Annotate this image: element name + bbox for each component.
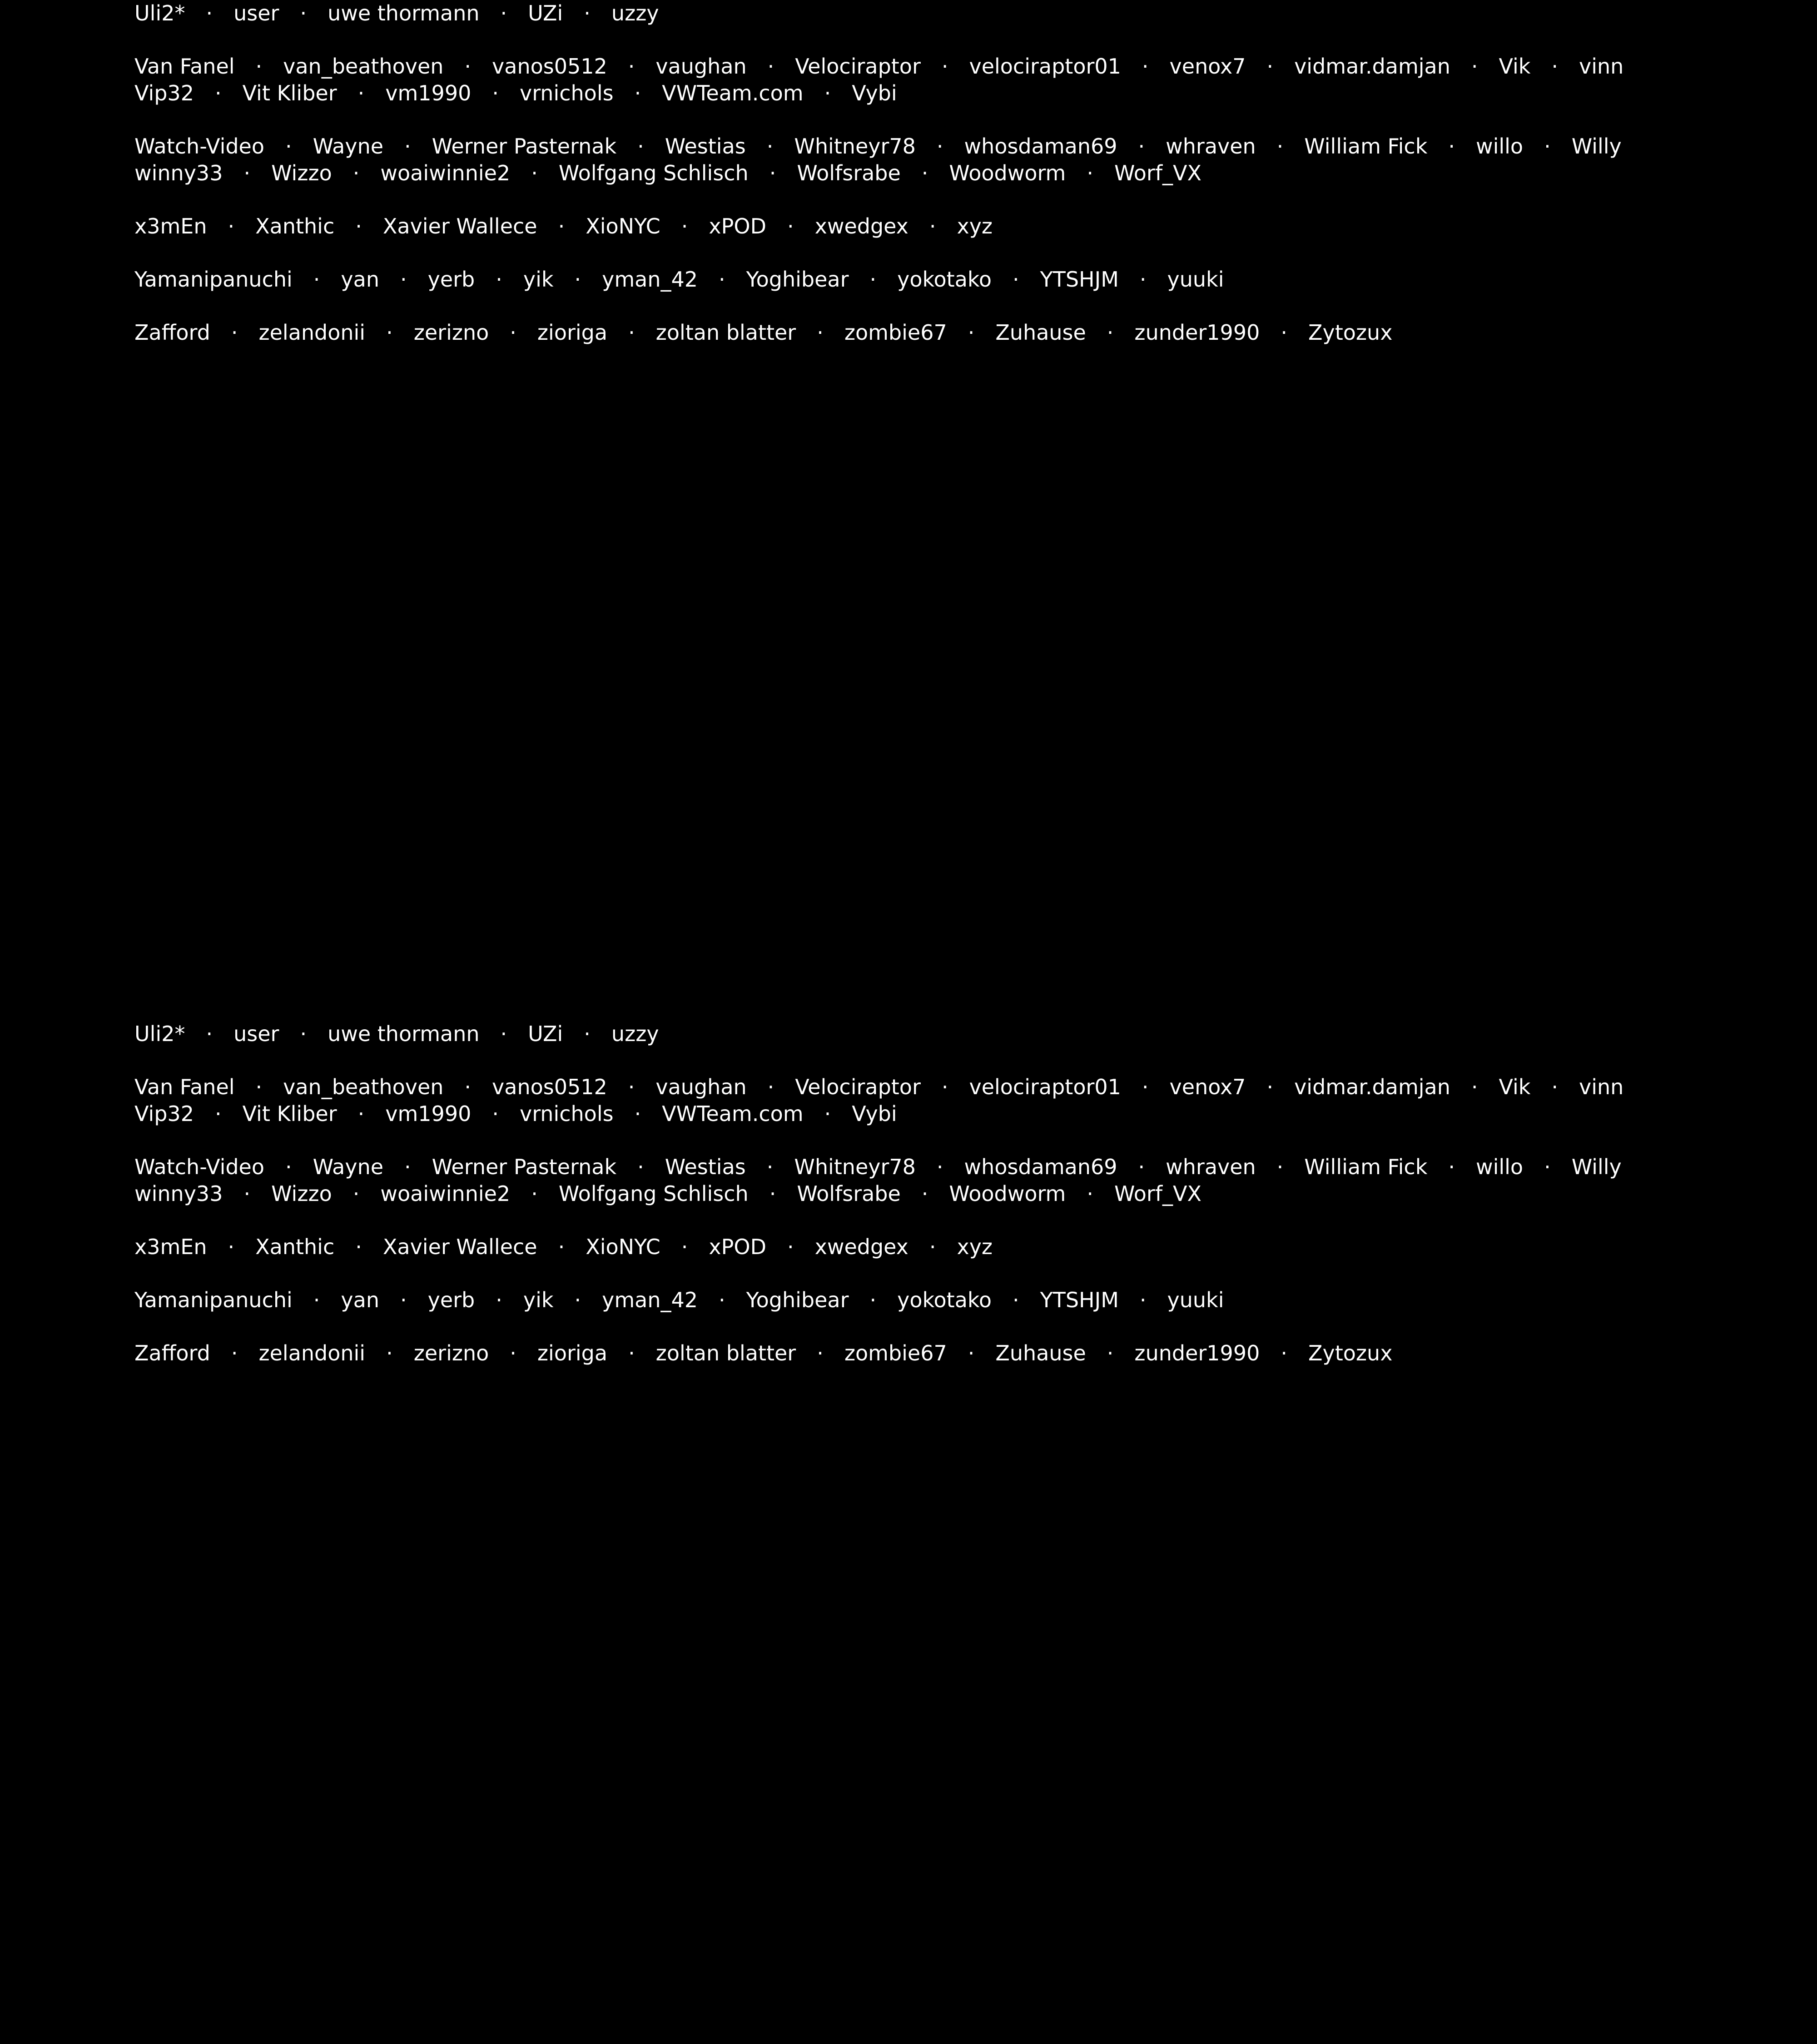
credits-line: Zafford · zelandonii · zerizno · zioriga · zoltan blatter · zombie67 · Zuhause · zunder1990 · Zytozux <box>134 1341 1393 1365</box>
credits-line: x3mEn · Xanthic · Xavier Wallece · XioNYC · xPOD · xwedgex · xyz <box>134 214 993 238</box>
credits-paragraph-x <box>134 213 1724 240</box>
credits-line: Vip32 · Vit Kliber · vm1990 · vrnichols · VWTeam.com · Vybi <box>134 81 897 105</box>
credits-line: Yamanipanuchi · yan · yerb · yik · yman_42 · Yoghibear · yokotako · YTSHJM · yuuki <box>134 267 1224 292</box>
credits-paragraph-z <box>134 319 1724 346</box>
credits-line: Uli2* · user · uwe thormann · UZi · uzzy <box>134 1 659 25</box>
credits-paragraph-z <box>134 1340 1724 1367</box>
credits-line: Watch-Video · Wayne · Werner Pasternak · Westias · Whitneyr78 · whosdaman69 · whraven · William Fick · willo · Willy <box>134 1155 1622 1179</box>
credits-paragraph-v <box>134 1074 1724 1127</box>
credits-paragraph-w <box>134 133 1724 187</box>
credits-paragraph-u <box>134 1021 1724 1047</box>
credits-block-top <box>134 0 1724 372</box>
credits-paragraph-u <box>134 0 1724 27</box>
credits-line: Uli2* · user · uwe thormann · UZi · uzzy <box>134 1022 659 1046</box>
credits-paragraph-y <box>134 1287 1724 1314</box>
credits-line: Yamanipanuchi · yan · yerb · yik · yman_42 · Yoghibear · yokotako · YTSHJM · yuuki <box>134 1288 1224 1312</box>
credits-line: Vip32 · Vit Kliber · vm1990 · vrnichols · VWTeam.com · Vybi <box>134 1101 897 1126</box>
credits-paragraph-v <box>134 53 1724 107</box>
credits-paragraph-x <box>134 1234 1724 1260</box>
credits-line: x3mEn · Xanthic · Xavier Wallece · XioNYC · xPOD · xwedgex · xyz <box>134 1235 993 1259</box>
credits-line: Zafford · zelandonii · zerizno · zioriga · zoltan blatter · zombie67 · Zuhause · zunder1990 · Zytozux <box>134 320 1393 345</box>
credits-line: Van Fanel · van_beathoven · vanos0512 · vaughan · Velociraptor · velociraptor01 · venox7 · vidmar.damjan · Vik · vinn <box>134 1075 1624 1099</box>
credits-line: Van Fanel · van_beathoven · vanos0512 · vaughan · Velociraptor · velociraptor01 · venox7 · vidmar.damjan · Vik · vinn <box>134 54 1624 79</box>
credits-paragraph-w <box>134 1154 1724 1207</box>
credits-line: Watch-Video · Wayne · Werner Pasternak · Westias · Whitneyr78 · whosdaman69 · whraven · William Fick · willo · Willy <box>134 134 1622 159</box>
credits-block-bottom <box>134 1021 1724 1393</box>
credits-line: winny33 · Wizzo · woaiwinnie2 · Wolfgang Schlisch · Wolfsrabe · Woodworm · Worf_VX <box>134 1181 1202 1206</box>
credits-paragraph-y <box>134 266 1724 293</box>
credits-line: winny33 · Wizzo · woaiwinnie2 · Wolfgang Schlisch · Wolfsrabe · Woodworm · Worf_VX <box>134 161 1202 185</box>
